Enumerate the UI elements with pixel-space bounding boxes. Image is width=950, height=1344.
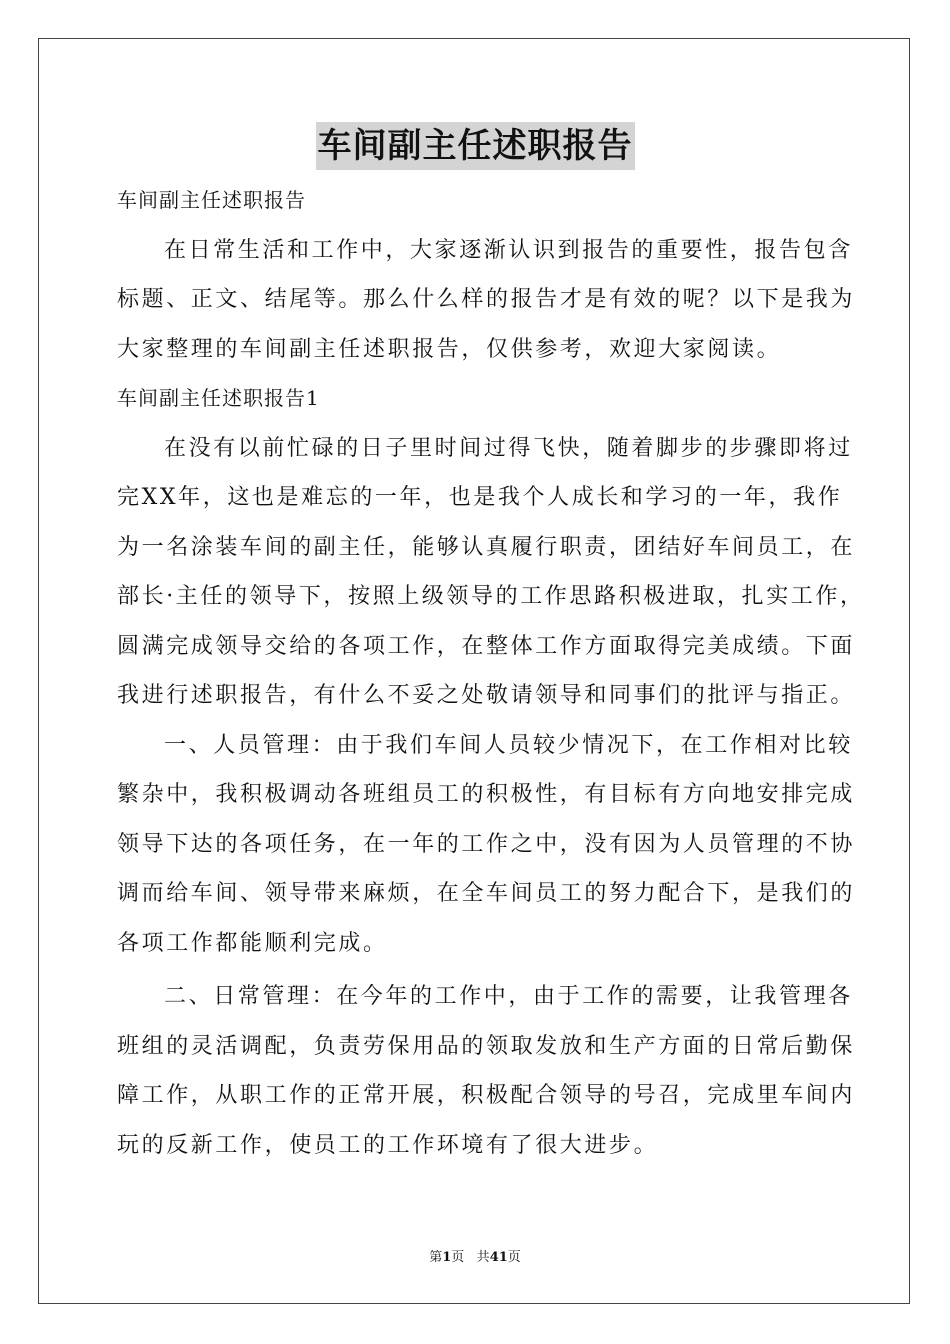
paragraph-line: 一、人员管理：由于我们车间人员较少情况下，在工作相对比较 bbox=[164, 732, 853, 758]
paragraph-line: 班组的灵活调配，负责劳保用品的领取发放和生产方面的日常后勤保 bbox=[117, 1033, 856, 1059]
paragraph-line: 我进行述职报告，有什么不妥之处敬请领导和同事们的批评与指正。 bbox=[117, 683, 856, 708]
document-title: 车间副主任述职报告 bbox=[316, 122, 635, 170]
paragraph-line: 玩的反新工作，使员工的工作环境有了很大进步。 bbox=[117, 1132, 659, 1158]
subtitle-line: 车间副主任述职报告 bbox=[117, 188, 306, 212]
paragraph-line: 调而给车间、领导带来麻烦，在全车间员工的努力配合下，是我们的 bbox=[117, 881, 856, 906]
paragraph-line: 圆满完成领导交给的各项工作，在整体工作方面取得完美成绩。下面 bbox=[117, 633, 856, 659]
total-suffix: 页 bbox=[507, 1250, 521, 1265]
paragraph-line: 各项工作都能顺利完成。 bbox=[117, 930, 388, 956]
paragraph-line: 障工作，从职工作的正常开展，积极配合领导的号召，完成里车间内 bbox=[117, 1083, 856, 1108]
page-suffix: 页 bbox=[451, 1250, 465, 1265]
page-footer bbox=[0, 1246, 950, 1265]
document-body bbox=[117, 176, 865, 1170]
title-wrap bbox=[0, 122, 950, 170]
paragraph-line: 部长·主任的领导下，按照上级领导的工作思路积极进取，扎实工作， bbox=[117, 584, 865, 609]
page-total: 41 bbox=[489, 1250, 508, 1265]
paragraph-line: 标题、正文、结尾等。那么什么样的报告才是有效的呢？以下是我为 bbox=[117, 287, 856, 312]
paragraph-line: 大家整理的车间副主任述职报告，仅供参考，欢迎大家阅读。 bbox=[117, 336, 782, 362]
section-heading: 车间副主任述职报告1 bbox=[117, 386, 320, 410]
paragraph-line: 在没有以前忙碌的日子里时间过得飞快，随着脚步的步骤即将过 bbox=[164, 435, 853, 461]
paragraph-line: 繁杂中，我积极调动各班组员工的积极性，有目标有方向地安排完成 bbox=[117, 782, 856, 807]
page-prefix: 第 bbox=[429, 1250, 443, 1265]
paragraph-line: 在日常生活和工作中，大家逐渐认识到报告的重要性，报告包含 bbox=[164, 237, 853, 263]
paragraph-line: 为一名涂装车间的副主任，能够认真履行职责，团结好车间员工，在 bbox=[117, 534, 856, 560]
paragraph-line: 领导下达的各项任务，在一年的工作之中，没有因为人员管理的不协 bbox=[117, 831, 856, 857]
paragraph-line: 完XX年，这也是难忘的一年，也是我个人成长和学习的一年，我作 bbox=[117, 485, 843, 510]
page-current: 1 bbox=[442, 1250, 452, 1265]
total-prefix: 共 bbox=[476, 1250, 490, 1265]
paragraph-line: 二、日常管理：在今年的工作中，由于工作的需要，让我管理各 bbox=[164, 984, 853, 1009]
